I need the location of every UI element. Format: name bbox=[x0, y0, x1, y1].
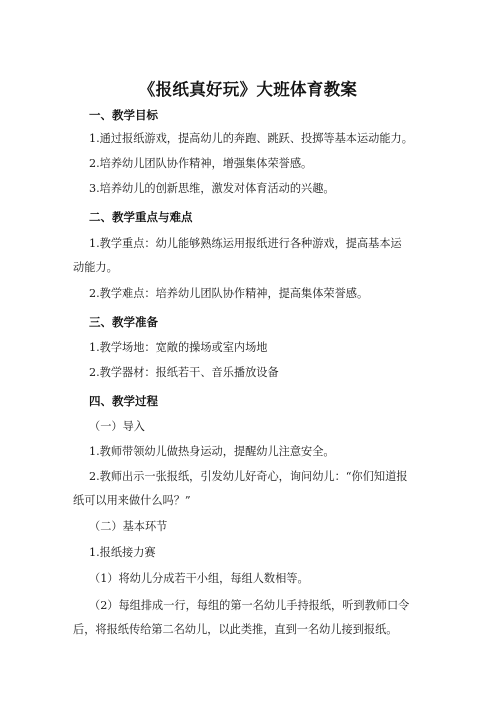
preparation-item-2: 2.教学器材：报纸若干、音乐播放设备 bbox=[89, 366, 279, 379]
key-point-item-2: 2.教学难点：培养幼儿团队协作精神，提高集体荣誉感。 bbox=[89, 287, 369, 300]
process-relay-title: 1.报纸接力赛 bbox=[89, 546, 156, 559]
process-item-2-continued: 纸可以用来做什么吗？” bbox=[73, 494, 191, 507]
key-point-item-1-continued: 动能力。 bbox=[73, 261, 118, 274]
process-relay-step-2: （2）每组排成一行，每组的第一名幼儿手持报纸，听到教师口令 bbox=[89, 599, 410, 612]
process-relay-step-1: （1）将幼儿分成若干小组，每组人数相等。 bbox=[89, 572, 309, 585]
process-subheading-basic: （二）基本环节 bbox=[89, 520, 168, 533]
section-heading-process: 四、教学过程 bbox=[89, 394, 158, 408]
process-subheading-intro: （一）导入 bbox=[89, 420, 145, 433]
process-item-1: 1.教师带领幼儿做热身运动，提醒幼儿注意安全。 bbox=[89, 445, 335, 458]
objective-item-3: 3.培养幼儿的创新思维，激发对体育活动的兴趣。 bbox=[89, 182, 335, 195]
objective-item-2: 2.培养幼儿团队协作精神，增强集体荣誉感。 bbox=[89, 157, 313, 170]
section-heading-key-points: 二、教学重点与难点 bbox=[89, 210, 193, 224]
key-point-item-1: 1.教学重点：幼儿能够熟练运用报纸进行各种游戏，提高基本运 bbox=[89, 237, 402, 250]
process-item-2: 2.教师出示一张报纸，引发幼儿好奇心，询问幼儿：“你们知道报 bbox=[89, 470, 408, 483]
preparation-item-1: 1.教学场地：宽敞的操场或室内场地 bbox=[89, 341, 268, 354]
section-heading-objectives: 一、教学目标 bbox=[89, 108, 158, 122]
document-title: 《报纸真好玩》大班体育教案 bbox=[138, 80, 358, 99]
section-heading-preparation: 三、教学准备 bbox=[89, 315, 158, 329]
objective-item-1: 1.通过报纸游戏，提高幼儿的奔跑、跳跃、投掷等基本运动能力。 bbox=[89, 132, 413, 145]
process-relay-step-2-continued: 后，将报纸传给第二名幼儿，以此类推，直到一名幼儿接到报纸。 bbox=[73, 623, 398, 636]
